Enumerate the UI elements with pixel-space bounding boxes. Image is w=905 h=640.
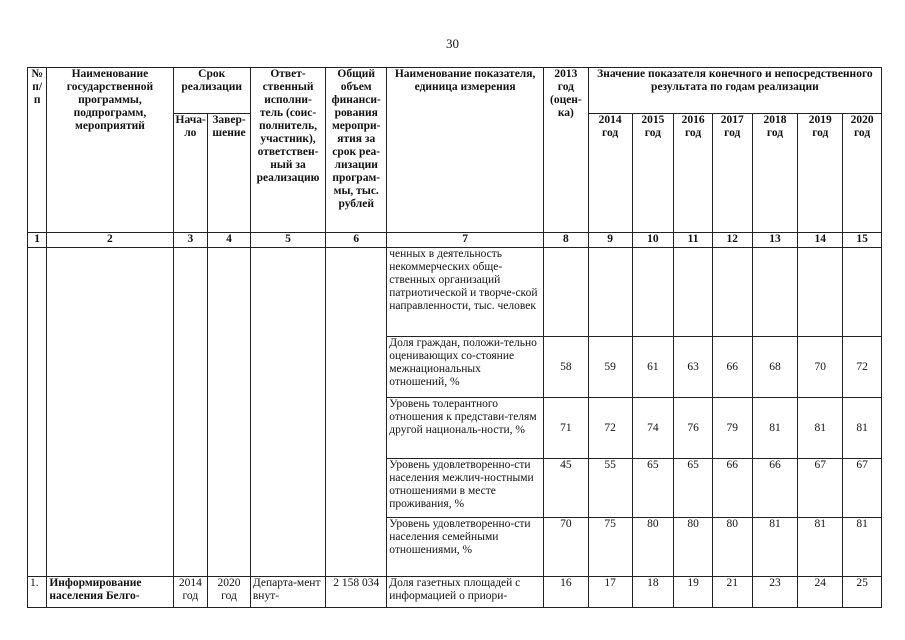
column-number: 8 <box>543 233 588 248</box>
value-cell: 70 <box>543 518 588 577</box>
table-row <box>28 248 882 337</box>
cell-responsible-empty <box>250 248 325 577</box>
value-cell: 17 <box>588 577 632 608</box>
value-cell: 80 <box>632 518 674 577</box>
column-number: 11 <box>674 233 713 248</box>
value-cell: 66 <box>752 459 798 518</box>
column-number: 6 <box>326 233 387 248</box>
column-numbers-row <box>28 233 882 248</box>
value-cell: 81 <box>752 518 798 577</box>
column-number: 13 <box>752 233 798 248</box>
value-cell: 80 <box>712 518 752 577</box>
item-number: 1. <box>28 577 47 608</box>
header-indicator: Наименование показателя, единица измерения <box>387 68 544 233</box>
value-cell: 81 <box>752 398 798 459</box>
item-end: 2020 год <box>208 577 251 608</box>
value-cell: 80 <box>674 518 713 577</box>
header-start: Нача-ло <box>173 114 208 233</box>
value-cell <box>674 248 713 337</box>
header-period: Срок реализации <box>173 68 250 114</box>
value-cell: 71 <box>543 398 588 459</box>
item-name: Информирование населения Белго- <box>47 577 173 608</box>
cell-name-empty <box>47 248 173 577</box>
value-cell <box>543 248 588 337</box>
item-funding: 2 158 034 <box>326 577 387 608</box>
value-cell: 65 <box>674 459 713 518</box>
header-year-2018: 2018 год <box>752 114 798 233</box>
value-cell: 24 <box>798 577 843 608</box>
cell-funding-empty <box>326 248 387 577</box>
value-cell: 19 <box>674 577 713 608</box>
column-number: 5 <box>250 233 325 248</box>
value-cell: 59 <box>588 337 632 398</box>
header-year-2020: 2020 год <box>843 114 882 233</box>
header-year-2017: 2017 год <box>712 114 752 233</box>
value-cell: 70 <box>798 337 843 398</box>
cell-end-empty <box>208 248 251 577</box>
value-cell: 65 <box>632 459 674 518</box>
value-cell: 81 <box>798 518 843 577</box>
value-cell <box>632 248 674 337</box>
header-year-2014: 2014 год <box>588 114 632 233</box>
value-cell: 66 <box>712 337 752 398</box>
value-cell: 67 <box>798 459 843 518</box>
value-cell: 18 <box>632 577 674 608</box>
value-cell: 76 <box>674 398 713 459</box>
value-cell: 81 <box>843 518 882 577</box>
indicator-cell: Уровень удовлетворенно-сти населения межлич-ностными отношениями в месте проживания, % <box>387 459 544 518</box>
header-name: Наименование государственной программы, подпрограмм, мероприятий <box>47 68 173 233</box>
value-cell <box>588 248 632 337</box>
cell-no-empty <box>28 248 47 577</box>
value-cell <box>712 248 752 337</box>
value-cell: 58 <box>543 337 588 398</box>
value-cell: 74 <box>632 398 674 459</box>
indicators-table <box>27 67 882 608</box>
value-cell <box>752 248 798 337</box>
header-funding: Общий объем финанси-рования меропри-ятия за срок реа-лизации програм-мы, тыс. рублей <box>326 68 387 233</box>
value-cell: 67 <box>843 459 882 518</box>
value-cell: 61 <box>632 337 674 398</box>
value-cell: 79 <box>712 398 752 459</box>
value-cell: 66 <box>712 459 752 518</box>
table-row <box>28 577 882 608</box>
header-year-2019: 2019 год <box>798 114 843 233</box>
indicator-cell: Доля газетных площадей с информацией о приори- <box>387 577 544 608</box>
item-start: 2014 год <box>173 577 208 608</box>
value-cell <box>843 248 882 337</box>
value-cell: 55 <box>588 459 632 518</box>
cell-start-empty <box>173 248 208 577</box>
column-number: 15 <box>843 233 882 248</box>
header-year-2016: 2016 год <box>674 114 713 233</box>
indicator-cell: Доля граждан, положи-тельно оценивающих со-стояние межнациональных отношений, % <box>387 337 544 398</box>
value-cell: 72 <box>843 337 882 398</box>
item-responsible: Департа-мент внут- <box>250 577 325 608</box>
header-values-group: Значение показателя конечного и непосредственного результата по годам реализации <box>588 68 881 114</box>
value-cell: 72 <box>588 398 632 459</box>
column-number: 3 <box>173 233 208 248</box>
value-cell: 63 <box>674 337 713 398</box>
indicator-cell: Уровень толерантного отношения к представи-телям другой националь-ности, % <box>387 398 544 459</box>
header-responsible: Ответ-ственный исполни-тель (соис-полнитель, участник), ответствен-ный за реализацию <box>250 68 325 233</box>
indicator-cell: Уровень удовлетворенно-сти населения семейными отношениями, % <box>387 518 544 577</box>
value-cell <box>798 248 843 337</box>
value-cell: 25 <box>843 577 882 608</box>
value-cell: 45 <box>543 459 588 518</box>
header-2013: 2013 год (оцен-ка) <box>543 68 588 233</box>
column-number: 1 <box>28 233 47 248</box>
column-number: 2 <box>47 233 173 248</box>
indicator-cell: ченных в деятельность некоммерческих обще-ственных организаций патриотической и творче-ской направленности, тыс. человек <box>387 248 544 337</box>
column-number: 9 <box>588 233 632 248</box>
value-cell: 75 <box>588 518 632 577</box>
column-number: 4 <box>208 233 251 248</box>
value-cell: 23 <box>752 577 798 608</box>
page-number: 30 <box>446 36 459 51</box>
column-number: 7 <box>387 233 544 248</box>
value-cell: 68 <box>752 337 798 398</box>
column-number: 10 <box>632 233 674 248</box>
value-cell: 81 <box>843 398 882 459</box>
column-number: 12 <box>712 233 752 248</box>
header-end: Завер-шение <box>208 114 251 233</box>
value-cell: 16 <box>543 577 588 608</box>
column-number: 14 <box>798 233 843 248</box>
header-year-2015: 2015 год <box>632 114 674 233</box>
header-no: № п/п <box>28 68 47 233</box>
value-cell: 21 <box>712 577 752 608</box>
value-cell: 81 <box>798 398 843 459</box>
